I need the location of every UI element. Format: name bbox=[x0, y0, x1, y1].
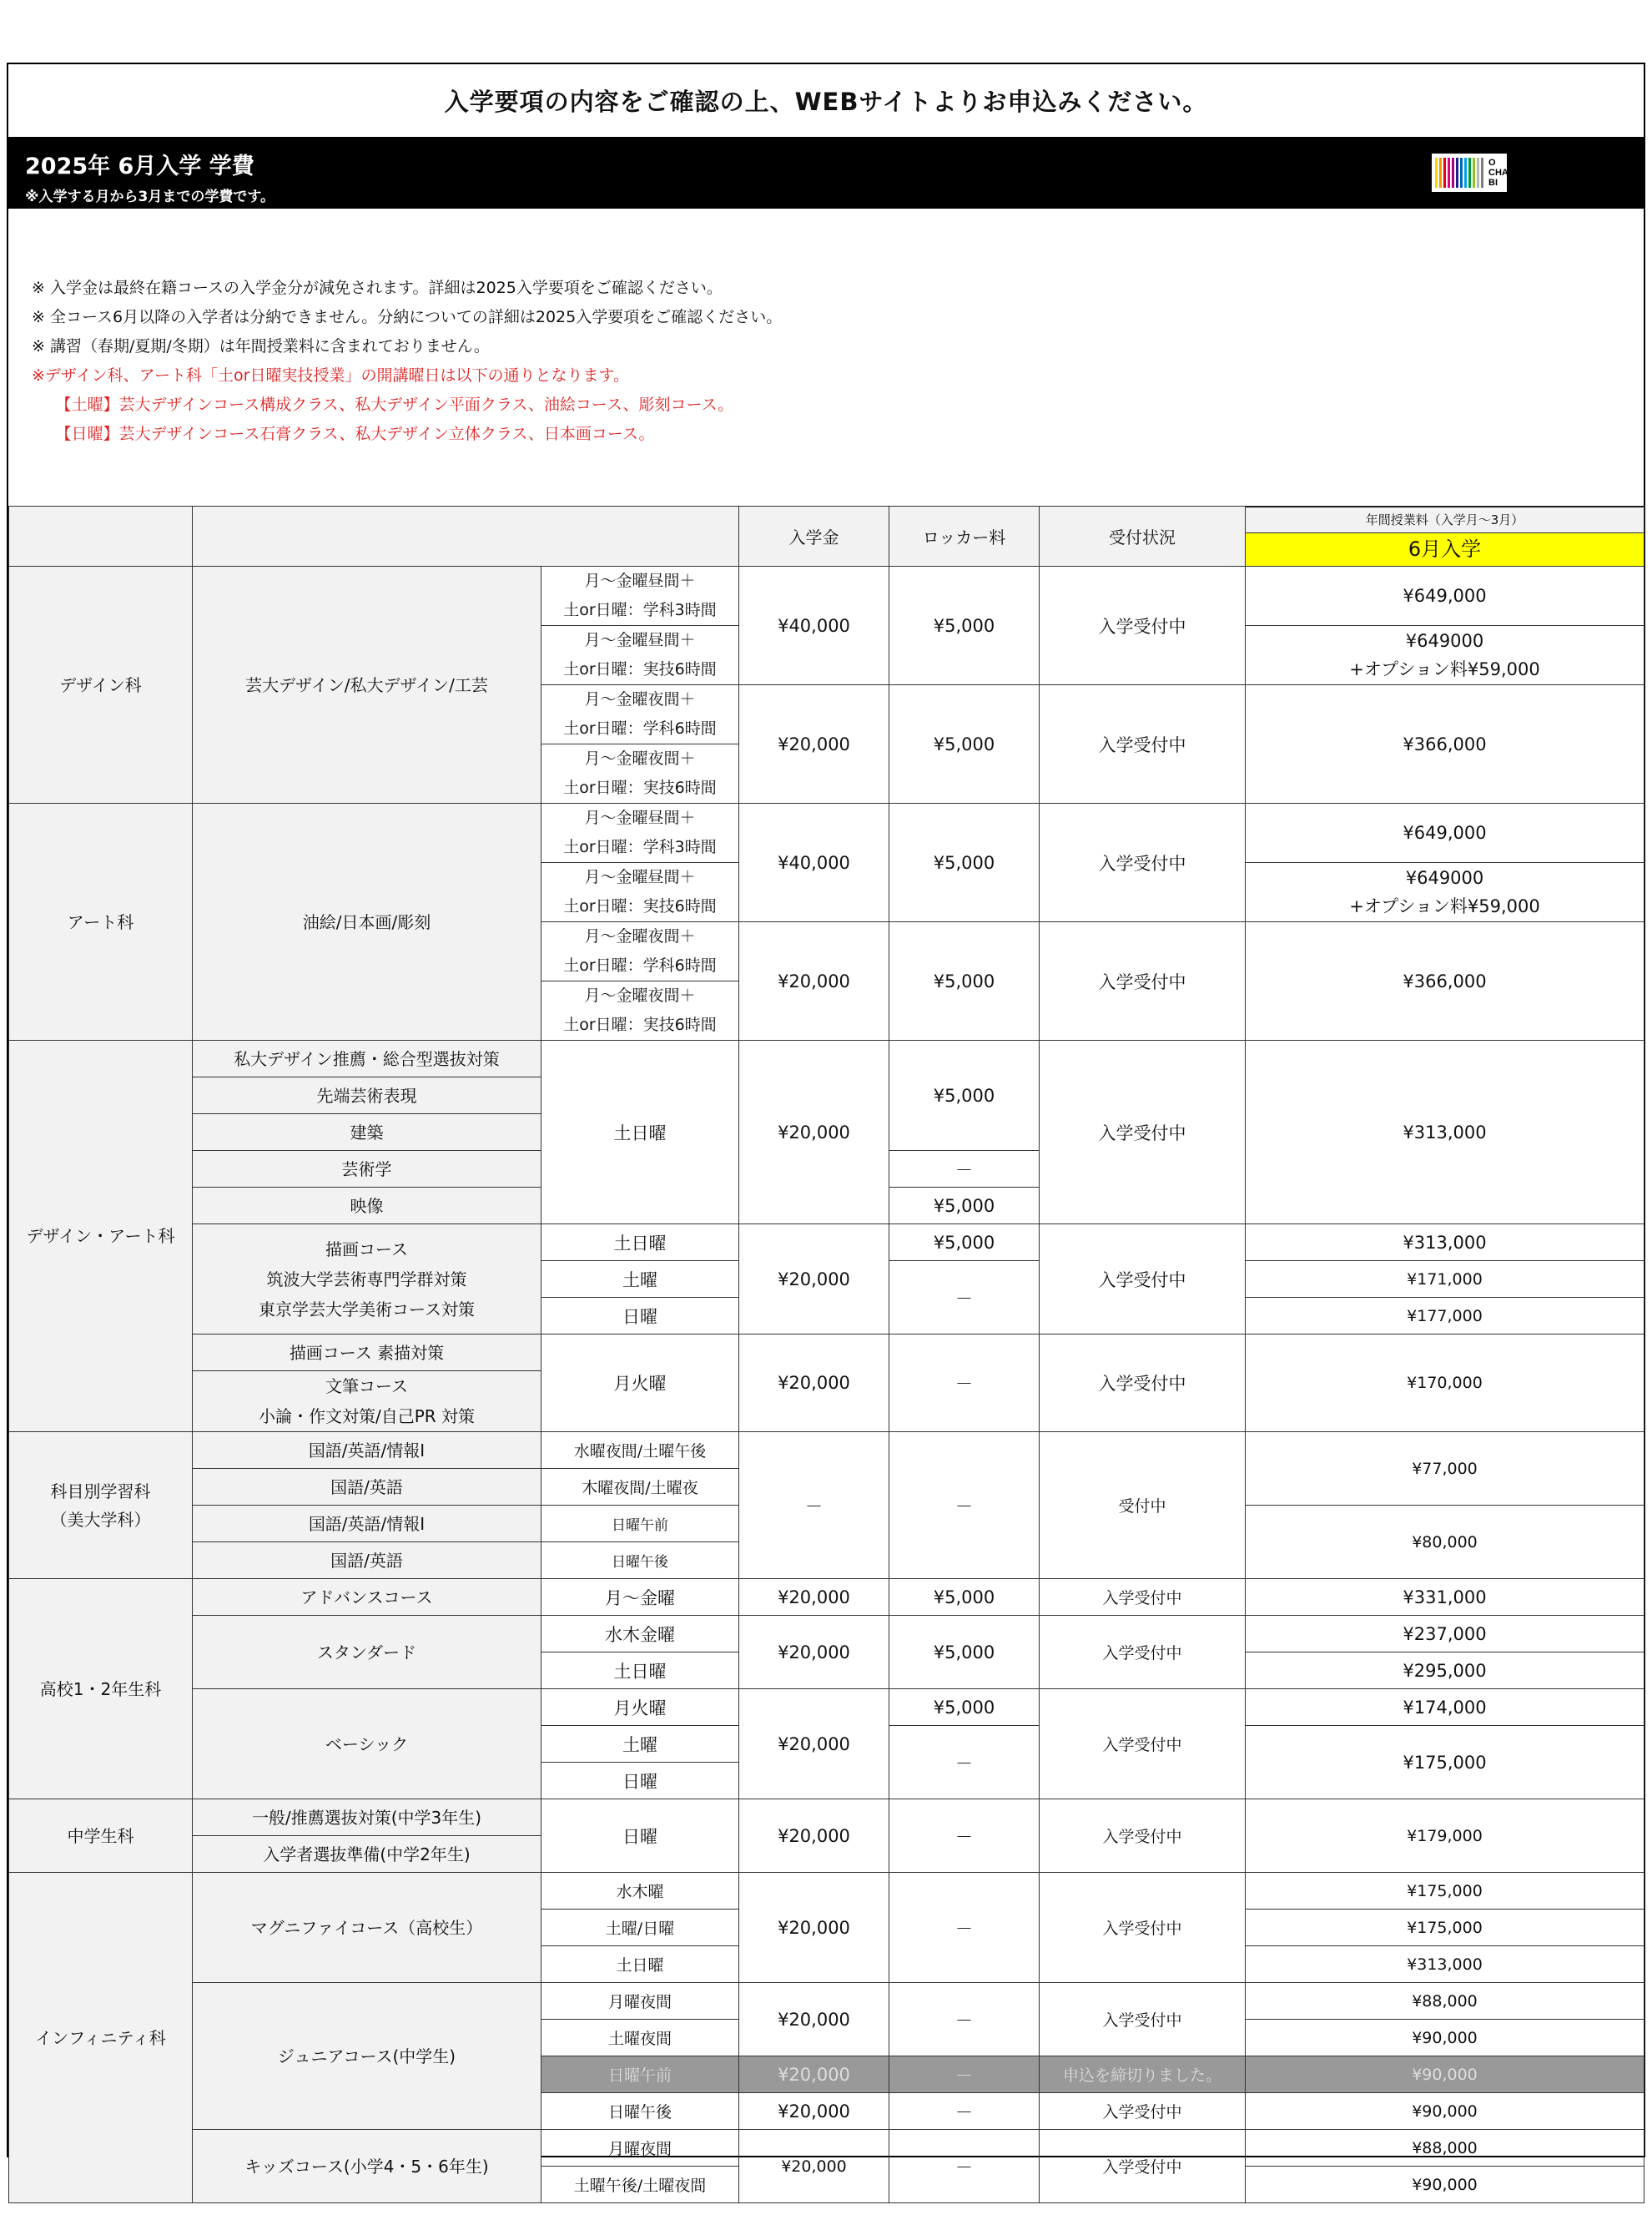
entrance-fee: ¥20,000 bbox=[739, 1983, 889, 2056]
tuition: ¥179,000 bbox=[1246, 1799, 1644, 1873]
fee-sheet bbox=[7, 63, 1645, 2195]
tuition: ¥174,000 bbox=[1246, 1689, 1644, 1726]
status-cell: 入学受付中 bbox=[1040, 567, 1246, 685]
schedule-cell: 月～金曜昼間＋ 土or日曜：学科3時間 bbox=[541, 567, 739, 626]
tuition: ¥313,000 bbox=[1246, 1224, 1644, 1261]
schedule-cell: 月～金曜昼間＋ 土or日曜：実技6時間 bbox=[541, 626, 739, 685]
note-saturday: 【土曜】芸大デザインコース構成クラス、私大デザイン平面クラス、油絵コース、彫刻コース。 bbox=[32, 396, 734, 414]
schedule-cell: 月火曜 bbox=[541, 1334, 739, 1432]
category-junior-high: 中学生科 bbox=[9, 1799, 193, 1873]
tuition: ¥366,000 bbox=[1246, 685, 1644, 804]
status-cell: 入学受付中 bbox=[1040, 2093, 1246, 2130]
status-cell: 入学受付中 bbox=[1040, 1799, 1246, 1873]
header-locker-fee: ロッカー料 bbox=[889, 507, 1040, 567]
locker-fee: ¥5,000 bbox=[889, 685, 1040, 804]
locker-fee: － bbox=[889, 1151, 1040, 1188]
category-subject: 科目別学習科 （美大学科） bbox=[9, 1432, 193, 1579]
locker-fee: － bbox=[889, 1799, 1040, 1873]
entrance-fee: ¥20,000 bbox=[739, 1616, 889, 1689]
course-writing: 文筆コース 小論・作文対策/自己PR 対策 bbox=[193, 1371, 541, 1432]
tuition: ¥90,000 bbox=[1246, 2020, 1644, 2056]
schedule-cell: 月火曜 bbox=[541, 1689, 739, 1726]
locker-fee: － bbox=[889, 1726, 1040, 1799]
note-installment: ※ 全コース6月以降の入学者は分納できません。分納についての詳細は2025入学要項をご確認ください。 bbox=[32, 308, 783, 326]
tuition: ¥175,000 bbox=[1246, 1873, 1644, 1910]
tuition: ¥313,000 bbox=[1246, 1041, 1644, 1224]
entrance-fee: ¥40,000 bbox=[739, 804, 889, 922]
schedule-cell: 日曜 bbox=[541, 1298, 739, 1334]
logo-color-bars bbox=[1435, 158, 1483, 188]
schedule-cell: 土曜 bbox=[541, 1726, 739, 1763]
entrance-fee: － bbox=[739, 1432, 889, 1579]
page-headline: 入学要項の内容をご確認の上、WEBサイトよりお申込みください。 bbox=[444, 88, 1208, 116]
entrance-fee: ¥40,000 bbox=[739, 567, 889, 685]
entrance-fee: ¥20,000 bbox=[739, 1689, 889, 1799]
status-cell: 入学受付中 bbox=[1040, 1983, 1246, 2056]
status-cell: 入学受付中 bbox=[1040, 2130, 1246, 2203]
schedule-cell: 木曜夜間/土曜夜 bbox=[541, 1469, 739, 1506]
tuition-with-option: ¥649000 +オプション料¥59,000 bbox=[1246, 863, 1644, 922]
tuition: ¥88,000 bbox=[1246, 2130, 1644, 2167]
tuition: ¥175,000 bbox=[1246, 1910, 1644, 1946]
status-cell: 入学受付中 bbox=[1040, 1041, 1246, 1224]
locker-fee: － bbox=[889, 2056, 1040, 2093]
course-cell: マグニファイコース（高校生） bbox=[193, 1873, 541, 1983]
status-closed: 申込を締切りました。 bbox=[1040, 2056, 1246, 2093]
tuition-with-option: ¥649000 +オプション料¥59,000 bbox=[1246, 626, 1644, 685]
schedule-cell: 土日曜 bbox=[541, 1652, 739, 1689]
header-status: 受付状況 bbox=[1040, 507, 1246, 567]
schedule-cell: 土曜夜間 bbox=[541, 2020, 739, 2056]
status-cell: 入学受付中 bbox=[1040, 1616, 1246, 1689]
course-cell: 映像 bbox=[193, 1188, 541, 1224]
note-entrance-fee: ※ 入学金は最終在籍コースの入学金分が減免されます。詳細は2025入学要項をご確認ください。 bbox=[32, 279, 723, 297]
entrance-fee: ¥20,000 bbox=[739, 922, 889, 1041]
status-cell: 入学受付中 bbox=[1040, 1579, 1246, 1616]
category-infinity: インフィニティ科 bbox=[9, 1873, 193, 2203]
tuition: ¥237,000 bbox=[1246, 1616, 1644, 1652]
course-cell: 国語/英語 bbox=[193, 1542, 541, 1579]
locker-fee: － bbox=[889, 1983, 1040, 2056]
locker-fee: ¥5,000 bbox=[889, 1616, 1040, 1689]
notes-section bbox=[8, 209, 1644, 507]
course-art: 油絵/日本画/彫刻 bbox=[193, 804, 541, 1041]
note-weekend-days: ※デザイン科、アート科「土or日曜実技授業」の開講曜日は以下の通りとなります。 bbox=[32, 366, 629, 385]
status-cell: 入学受付中 bbox=[1040, 804, 1246, 922]
tuition: ¥90,000 bbox=[1246, 2056, 1644, 2093]
locker-fee: ¥5,000 bbox=[889, 922, 1040, 1041]
course-drawing: 描画コース 筑波大学芸術専門学群対策 東京学芸大学美術コース対策 bbox=[193, 1224, 541, 1334]
header-entrance-fee: 入学金 bbox=[739, 507, 889, 567]
tuition: ¥295,000 bbox=[1246, 1652, 1644, 1689]
tuition: ¥77,000 bbox=[1246, 1432, 1644, 1506]
tuition: ¥177,000 bbox=[1246, 1298, 1644, 1334]
schedule-cell: 水木曜 bbox=[541, 1873, 739, 1910]
course-cell: 国語/英語/情報Ⅰ bbox=[193, 1432, 541, 1469]
locker-fee: － bbox=[889, 2093, 1040, 2130]
course-cell: 国語/英語/情報Ⅰ bbox=[193, 1506, 541, 1542]
status-cell: 入学受付中 bbox=[1040, 922, 1246, 1041]
locker-fee: － bbox=[889, 1334, 1040, 1432]
tuition: ¥175,000 bbox=[1246, 1726, 1644, 1799]
locker-fee: － bbox=[889, 1432, 1040, 1579]
course-cell: 芸術学 bbox=[193, 1151, 541, 1188]
status-cell: 入学受付中 bbox=[1040, 1873, 1246, 1983]
entrance-fee: ¥20,000 bbox=[739, 1579, 889, 1616]
schedule-cell: 月～金曜夜間＋ 土or日曜：学科6時間 bbox=[541, 922, 739, 981]
entrance-fee: ¥20,000 bbox=[739, 1334, 889, 1432]
schedule-cell: 日曜 bbox=[541, 1799, 739, 1873]
course-cell: スタンダード bbox=[193, 1616, 541, 1689]
schedule-cell: 月～金曜夜間＋ 土or日曜：実技6時間 bbox=[541, 981, 739, 1041]
entrance-fee: ¥20,000 bbox=[739, 685, 889, 804]
title-band bbox=[8, 137, 1644, 209]
tuition-month-highlight: 6月入学 bbox=[1246, 533, 1644, 566]
header-tuition bbox=[1246, 507, 1644, 567]
schedule-cell: 月～金曜昼間＋ 土or日曜：学科3時間 bbox=[541, 804, 739, 863]
course-cell: ジュニアコース(中学生) bbox=[193, 1983, 541, 2130]
schedule-cell: 日曜 bbox=[541, 1763, 739, 1799]
course-cell: 入学者選抜準備(中学2年生) bbox=[193, 1836, 541, 1873]
tuition: ¥313,000 bbox=[1246, 1946, 1644, 1983]
entrance-fee: ¥20,000 bbox=[739, 1224, 889, 1334]
schedule-cell: 土日曜 bbox=[541, 1041, 739, 1224]
schedule-cell: 日曜午後 bbox=[541, 1542, 739, 1579]
tuition: ¥366,000 bbox=[1246, 922, 1644, 1041]
entrance-fee: ¥20,000 bbox=[739, 2056, 889, 2093]
course-cell: ベーシック bbox=[193, 1689, 541, 1799]
entrance-fee: ¥20,000 bbox=[739, 1041, 889, 1224]
course-cell: 一般/推薦選抜対策(中学3年生) bbox=[193, 1799, 541, 1836]
status-cell: 入学受付中 bbox=[1040, 685, 1246, 804]
schedule-cell: 水木金曜 bbox=[541, 1616, 739, 1652]
entrance-fee: ¥20,000 bbox=[739, 1799, 889, 1873]
schedule-cell: 月曜夜間 bbox=[541, 2130, 739, 2167]
schedule-cell: 土日曜 bbox=[541, 1946, 739, 1983]
status-cell: 入学受付中 bbox=[1040, 1224, 1246, 1334]
tuition: ¥90,000 bbox=[1246, 2093, 1644, 2130]
locker-fee: ¥5,000 bbox=[889, 804, 1040, 922]
schedule-cell: 月～金曜昼間＋ 土or日曜：実技6時間 bbox=[541, 863, 739, 922]
category-design: デザイン科 bbox=[9, 567, 193, 804]
tuition: ¥90,000 bbox=[1246, 2167, 1644, 2203]
locker-fee: ¥5,000 bbox=[889, 1224, 1040, 1261]
course-cell: 描画コース 素描対策 bbox=[193, 1334, 541, 1371]
tuition: ¥80,000 bbox=[1246, 1506, 1644, 1579]
category-design-art: デザイン・アート科 bbox=[9, 1041, 193, 1432]
schedule-cell: 土曜 bbox=[541, 1261, 739, 1298]
category-art: アート科 bbox=[9, 804, 193, 1041]
course-cell: 私大デザイン推薦・総合型選抜対策 bbox=[193, 1041, 541, 1077]
locker-fee: ¥5,000 bbox=[889, 1579, 1040, 1616]
tuition: ¥170,000 bbox=[1246, 1334, 1644, 1432]
locker-fee: － bbox=[889, 2130, 1040, 2203]
schedule-cell: 月～金曜夜間＋ 土or日曜：学科6時間 bbox=[541, 685, 739, 744]
entrance-fee: ¥20,000 bbox=[739, 1873, 889, 1983]
schedule-cell: 月～金曜 bbox=[541, 1579, 739, 1616]
entrance-fee: ¥20,000 bbox=[739, 2130, 889, 2203]
note-sunday: 【日曜】芸大デザインコース石膏クラス、私大デザイン立体クラス、日本画コース。 bbox=[32, 425, 655, 443]
tuition: ¥331,000 bbox=[1246, 1579, 1644, 1616]
locker-fee: － bbox=[889, 1261, 1040, 1334]
tuition: ¥88,000 bbox=[1246, 1983, 1644, 2020]
course-cell: 先端芸術表現 bbox=[193, 1077, 541, 1114]
tuition: ¥649,000 bbox=[1246, 804, 1644, 863]
header-category bbox=[9, 507, 193, 567]
schedule-cell: 月曜夜間 bbox=[541, 1983, 739, 2020]
note-seasonal: ※ 講習（春期/夏期/冬期）は年間授業料に含まれておりません。 bbox=[32, 337, 490, 356]
header-course bbox=[193, 507, 739, 567]
locker-fee: ¥5,000 bbox=[889, 567, 1040, 685]
schedule-cell: 土日曜 bbox=[541, 1224, 739, 1261]
category-highschool: 高校1・2年生科 bbox=[9, 1579, 193, 1799]
course-cell: 国語/英語 bbox=[193, 1469, 541, 1506]
status-cell: 入学受付中 bbox=[1040, 1334, 1246, 1432]
status-cell: 受付中 bbox=[1040, 1432, 1246, 1579]
tuition-label: 年間授業料（入学月～3月） bbox=[1246, 507, 1644, 533]
fee-table bbox=[8, 506, 1644, 2203]
locker-fee: ¥5,000 bbox=[889, 1689, 1040, 1726]
course-cell: アドバンスコース bbox=[193, 1579, 541, 1616]
schedule-cell: 日曜午後 bbox=[541, 2093, 739, 2130]
course-cell: キッズコース(小学4・5・6年生) bbox=[193, 2130, 541, 2203]
logo-text: O CHA BI bbox=[1488, 158, 1508, 188]
course-design: 芸大デザイン/私大デザイン/工芸 bbox=[193, 567, 541, 804]
ochabi-logo bbox=[1432, 154, 1507, 192]
schedule-cell: 土曜午後/土曜夜間 bbox=[541, 2167, 739, 2203]
status-cell: 入学受付中 bbox=[1040, 1689, 1246, 1799]
course-cell: 建築 bbox=[193, 1114, 541, 1151]
page-title: 2025年 6月入学 学費 bbox=[25, 154, 254, 179]
schedule-cell: 水曜夜間/土曜午後 bbox=[541, 1432, 739, 1469]
tuition: ¥649,000 bbox=[1246, 567, 1644, 626]
tuition: ¥171,000 bbox=[1246, 1261, 1644, 1298]
schedule-cell: 土曜/日曜 bbox=[541, 1910, 739, 1946]
locker-fee: ¥5,000 bbox=[889, 1041, 1040, 1151]
schedule-cell: 月～金曜夜間＋ 土or日曜：実技6時間 bbox=[541, 744, 739, 804]
page-subtitle: ※入学する月から3月までの学費です。 bbox=[25, 189, 274, 205]
schedule-cell: 日曜午前 bbox=[541, 2056, 739, 2093]
locker-fee: ¥5,000 bbox=[889, 1188, 1040, 1224]
schedule-cell: 日曜午前 bbox=[541, 1506, 739, 1542]
entrance-fee: ¥20,000 bbox=[739, 2093, 889, 2130]
locker-fee: － bbox=[889, 1873, 1040, 1983]
